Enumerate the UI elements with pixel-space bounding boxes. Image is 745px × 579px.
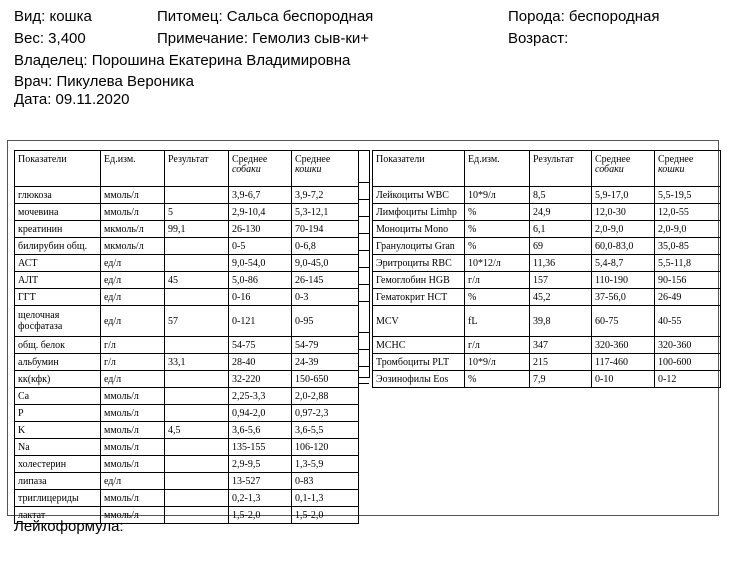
cell-cat: 40-55 xyxy=(655,306,721,337)
cell-cat: 0-83 xyxy=(292,473,359,490)
header-cat-range xyxy=(292,151,359,187)
table-row xyxy=(373,272,721,289)
cell-param: Гранулоциты Gran xyxy=(373,238,465,255)
pet-label: Питомец: Сальса беспородная xyxy=(157,8,374,25)
cell-unit: ед/л xyxy=(101,371,165,388)
cell-cat: 100-600 xyxy=(655,354,721,371)
cell-unit: мкмоль/л xyxy=(101,238,165,255)
cell-dog: 3,6-5,6 xyxy=(229,422,292,439)
cell-dog: 5,0-86 xyxy=(229,272,292,289)
cell-result xyxy=(165,337,229,354)
cell-cat: 12,0-55 xyxy=(655,204,721,221)
cell-result xyxy=(165,473,229,490)
cell-unit: % xyxy=(465,204,530,221)
cell-cat: 150-650 xyxy=(292,371,359,388)
cell-unit: мкмоль/л xyxy=(101,221,165,238)
cell-unit: г/л xyxy=(101,337,165,354)
cell-param: K xyxy=(15,422,101,439)
cell-cat: 90-156 xyxy=(655,272,721,289)
cell-result: 5 xyxy=(165,204,229,221)
date-label: Дата: 09.11.2020 xyxy=(14,91,130,108)
cell-unit: 10*12/л xyxy=(465,255,530,272)
cell-cat: 1,3-5,9 xyxy=(292,456,359,473)
table-row xyxy=(15,187,359,204)
table-row xyxy=(373,238,721,255)
cell-cat: 0-6,8 xyxy=(292,238,359,255)
cell-dog: 32-220 xyxy=(229,371,292,388)
table-row xyxy=(373,289,721,306)
cell-cat: 26-49 xyxy=(655,289,721,306)
header-unit: Ед.изм. xyxy=(465,151,530,187)
cell-result: 157 xyxy=(530,272,592,289)
cell-cat: 3,9-7,2 xyxy=(292,187,359,204)
cell-param: Na xyxy=(15,439,101,456)
cell-dog: 2,9-10,4 xyxy=(229,204,292,221)
cell-unit: ед/л xyxy=(101,272,165,289)
header-cat-line1: Среднее xyxy=(295,154,331,165)
cell-dog: 0,94-2,0 xyxy=(229,405,292,422)
hematology-table xyxy=(372,150,721,388)
cell-param: кк(кфк) xyxy=(15,371,101,388)
species-label: Вид: кошка xyxy=(14,8,92,25)
cell-unit: ммоль/л xyxy=(101,456,165,473)
cell-cat: 24-39 xyxy=(292,354,359,371)
cell-cat: 3,6-5,5 xyxy=(292,422,359,439)
cell-param: липаза xyxy=(15,473,101,490)
cell-result xyxy=(165,507,229,524)
cell-result: 45,2 xyxy=(530,289,592,306)
cell-unit: % xyxy=(465,221,530,238)
header-result: Результат xyxy=(165,151,229,187)
cell-cat: 2,0-9,0 xyxy=(655,221,721,238)
cell-result xyxy=(165,388,229,405)
table-row xyxy=(15,337,359,354)
table-row xyxy=(373,221,721,238)
cell-dog: 60-75 xyxy=(592,306,655,337)
cell-param: MCHC xyxy=(373,337,465,354)
table-spacer-column xyxy=(358,150,370,378)
cell-cat: 1,5-2,0 xyxy=(292,507,359,524)
cell-param: Эритроциты RBC xyxy=(373,255,465,272)
doctor-label: Врач: Пикулева Вероника xyxy=(14,73,194,90)
cell-param: мочевина xyxy=(15,204,101,221)
cell-param: глюкоза xyxy=(15,187,101,204)
cell-unit: ед/л xyxy=(101,255,165,272)
cell-dog: 320-360 xyxy=(592,337,655,354)
table-row xyxy=(373,306,721,337)
cell-dog: 0-16 xyxy=(229,289,292,306)
cell-dog: 2,25-3,3 xyxy=(229,388,292,405)
header-dog-range xyxy=(229,151,292,187)
cell-unit: ммоль/л xyxy=(101,439,165,456)
cell-unit: ед/л xyxy=(101,306,165,337)
cell-result xyxy=(165,439,229,456)
table-row xyxy=(15,221,359,238)
cell-cat: 5,5-19,5 xyxy=(655,187,721,204)
cell-cat: 0-3 xyxy=(292,289,359,306)
cell-cat: 0-12 xyxy=(655,371,721,388)
cell-result xyxy=(165,405,229,422)
table-row xyxy=(15,289,359,306)
header-cat-line2: кошки xyxy=(658,164,685,175)
table-row xyxy=(15,473,359,490)
cell-unit: ед/л xyxy=(101,289,165,306)
cell-param: билирубин общ. xyxy=(15,238,101,255)
table-row xyxy=(15,490,359,507)
cell-result: 4,5 xyxy=(165,422,229,439)
table-row xyxy=(15,456,359,473)
cell-unit: % xyxy=(465,289,530,306)
cell-result: 6,1 xyxy=(530,221,592,238)
cell-param: Моноциты Mono xyxy=(373,221,465,238)
table-row xyxy=(373,204,721,221)
cell-dog: 3,9-6,7 xyxy=(229,187,292,204)
cell-result xyxy=(165,187,229,204)
cell-result: 7,9 xyxy=(530,371,592,388)
header-dog-line1: Среднее xyxy=(595,154,631,165)
cell-result: 24,9 xyxy=(530,204,592,221)
cell-unit: г/л xyxy=(101,354,165,371)
cell-cat: 26-145 xyxy=(292,272,359,289)
cell-dog: 0-121 xyxy=(229,306,292,337)
cell-unit: г/л xyxy=(465,272,530,289)
note-label: Примечание: Гемолиз сыв-ки+ xyxy=(157,30,370,47)
cell-param: Гематокрит HCT xyxy=(373,289,465,306)
cell-result xyxy=(165,490,229,507)
cell-param: Лимфоциты Limhp xyxy=(373,204,465,221)
cell-cat: 5,3-12,1 xyxy=(292,204,359,221)
cell-dog: 0-5 xyxy=(229,238,292,255)
cell-unit: % xyxy=(465,371,530,388)
cell-cat: 106-120 xyxy=(292,439,359,456)
cell-cat: 320-360 xyxy=(655,337,721,354)
header-param: Показатели xyxy=(373,151,465,187)
table-row xyxy=(15,306,359,337)
cell-result xyxy=(165,238,229,255)
cell-dog: 5,9-17,0 xyxy=(592,187,655,204)
table-row xyxy=(15,204,359,221)
cell-result: 347 xyxy=(530,337,592,354)
cell-unit: ммоль/л xyxy=(101,405,165,422)
cell-dog: 0-10 xyxy=(592,371,655,388)
cell-unit: ммоль/л xyxy=(101,204,165,221)
leukoformula-label: Лейкоформула: xyxy=(14,518,124,535)
cell-param: АЛТ xyxy=(15,272,101,289)
table-header-row xyxy=(15,151,359,187)
cell-result: 45 xyxy=(165,272,229,289)
table-row xyxy=(15,388,359,405)
cell-dog: 28-40 xyxy=(229,354,292,371)
header-cat-line2: кошки xyxy=(295,164,322,175)
cell-result: 99,1 xyxy=(165,221,229,238)
cell-param: лактат xyxy=(15,507,101,524)
cell-param: общ. белок xyxy=(15,337,101,354)
cell-param: MCV xyxy=(373,306,465,337)
cell-unit: fL xyxy=(465,306,530,337)
cell-param: Эозинофилы Eos xyxy=(373,371,465,388)
cell-param: Тромбоциты PLT xyxy=(373,354,465,371)
table-row xyxy=(15,439,359,456)
table-row xyxy=(15,371,359,388)
cell-dog: 1,5-2,0 xyxy=(229,507,292,524)
cell-result xyxy=(165,289,229,306)
cell-cat: 0-95 xyxy=(292,306,359,337)
cell-dog: 2,9-9,5 xyxy=(229,456,292,473)
cell-param: Лейкоциты WBC xyxy=(373,187,465,204)
cell-result: 39,8 xyxy=(530,306,592,337)
cell-result: 33,1 xyxy=(165,354,229,371)
cell-result xyxy=(165,255,229,272)
cell-param: P xyxy=(15,405,101,422)
cell-dog: 117-460 xyxy=(592,354,655,371)
table-row xyxy=(373,255,721,272)
header-unit: Ед.изм. xyxy=(101,151,165,187)
cell-param: ГГТ xyxy=(15,289,101,306)
cell-dog: 0,2-1,3 xyxy=(229,490,292,507)
cell-dog: 13-527 xyxy=(229,473,292,490)
cell-unit: ммоль/л xyxy=(101,187,165,204)
cell-unit: ммоль/л xyxy=(101,388,165,405)
table-row xyxy=(373,187,721,204)
cell-cat: 70-194 xyxy=(292,221,359,238)
cell-dog: 135-155 xyxy=(229,439,292,456)
header-dog-range xyxy=(592,151,655,187)
header-dog-line2: собаки xyxy=(232,164,261,175)
table-row xyxy=(15,272,359,289)
cell-unit: ед/л xyxy=(101,473,165,490)
cell-param: щелочная фосфатаза xyxy=(15,306,101,337)
cell-unit: ммоль/л xyxy=(101,507,165,524)
cell-dog: 12,0-30 xyxy=(592,204,655,221)
table-row xyxy=(15,238,359,255)
cell-unit: 10*9/л xyxy=(465,354,530,371)
header-result: Результат xyxy=(530,151,592,187)
cell-result xyxy=(165,456,229,473)
cell-unit: 10*9/л xyxy=(465,187,530,204)
cell-param: Ca xyxy=(15,388,101,405)
cell-result: 11,36 xyxy=(530,255,592,272)
cell-unit: % xyxy=(465,238,530,255)
cell-result: 57 xyxy=(165,306,229,337)
cell-dog: 60,0-83,0 xyxy=(592,238,655,255)
cell-dog: 110-190 xyxy=(592,272,655,289)
cell-param: креатинин xyxy=(15,221,101,238)
owner-label: Владелец: Порошина Екатерина Владимировна xyxy=(14,52,351,69)
header-cat-range xyxy=(655,151,721,187)
table-row xyxy=(373,354,721,371)
table-row xyxy=(373,337,721,354)
cell-result: 215 xyxy=(530,354,592,371)
cell-param: Гемоглобин HGB xyxy=(373,272,465,289)
table-row xyxy=(373,371,721,388)
breed-label: Порода: беспородная xyxy=(508,8,660,25)
cell-dog: 5,4-8,7 xyxy=(592,255,655,272)
age-label: Возраст: xyxy=(508,30,569,47)
cell-cat: 2,0-2,88 xyxy=(292,388,359,405)
cell-dog: 9,0-54,0 xyxy=(229,255,292,272)
cell-cat: 35,0-85 xyxy=(655,238,721,255)
weight-label: Вес: 3,400 xyxy=(14,30,86,47)
header-cat-line1: Среднее xyxy=(658,154,694,165)
cell-dog: 2,0-9,0 xyxy=(592,221,655,238)
cell-result: 69 xyxy=(530,238,592,255)
cell-unit: г/л xyxy=(465,337,530,354)
table-row xyxy=(15,422,359,439)
cell-cat: 0,1-1,3 xyxy=(292,490,359,507)
table-row xyxy=(15,255,359,272)
table-row xyxy=(15,354,359,371)
cell-cat: 9,0-45,0 xyxy=(292,255,359,272)
header-dog-line1: Среднее xyxy=(232,154,268,165)
cell-unit: ммоль/л xyxy=(101,490,165,507)
cell-cat: 5,5-11,8 xyxy=(655,255,721,272)
cell-cat: 54-79 xyxy=(292,337,359,354)
cell-result: 8,5 xyxy=(530,187,592,204)
table-header-row xyxy=(373,151,721,187)
cell-param: АСТ xyxy=(15,255,101,272)
biochemistry-table xyxy=(14,150,359,524)
cell-unit: ммоль/л xyxy=(101,422,165,439)
cell-param: холестерин xyxy=(15,456,101,473)
table-row xyxy=(15,405,359,422)
header-dog-line2: собаки xyxy=(595,164,624,175)
cell-dog: 54-75 xyxy=(229,337,292,354)
cell-param: триглицериды xyxy=(15,490,101,507)
cell-param: альбумин xyxy=(15,354,101,371)
cell-result xyxy=(165,371,229,388)
cell-cat: 0,97-2,3 xyxy=(292,405,359,422)
cell-dog: 26-130 xyxy=(229,221,292,238)
header-param: Показатели xyxy=(15,151,101,187)
cell-dog: 37-56,0 xyxy=(592,289,655,306)
